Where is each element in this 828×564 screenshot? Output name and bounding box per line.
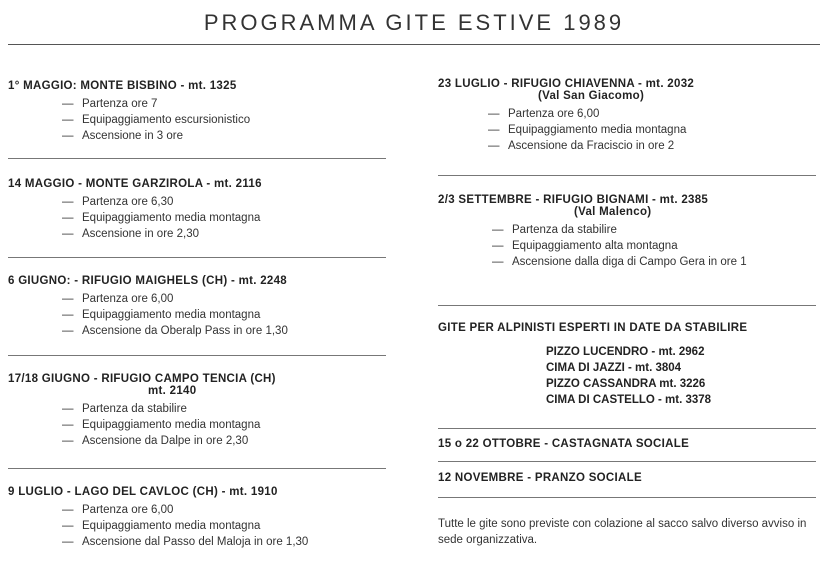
castagnata-entry: [438, 438, 816, 450]
trip-entry: [438, 78, 816, 154]
trip-details: [438, 106, 816, 154]
pranzo-heading: 12 NOVEMBRE - PRANZO SOCIALE: [438, 472, 642, 484]
trip-valley: (Val Malenco): [574, 206, 652, 218]
trip-valley: (Val San Giacomo): [538, 90, 645, 102]
trip-details: [8, 291, 386, 339]
trip-heading: 17/18 GIUGNO - RIFUGIO CAMPO TENCIA (CH): [8, 373, 276, 385]
trip-detail: — Equipaggiamento alta montagna: [492, 238, 816, 254]
note-text: Tutte le gite sono previste con colazione al sacco salvo diverso avviso in sede organizzativa.: [438, 518, 807, 546]
trip-detail: — Equipaggiamento media montagna: [62, 518, 386, 534]
divider: [8, 355, 386, 356]
divider: [438, 461, 816, 462]
trip-altitude: mt. 2140: [148, 385, 197, 397]
experts-heading: GITE PER ALPINISTI ESPERTI IN DATE DA STABILIRE: [438, 322, 748, 334]
trip-details: [8, 194, 386, 242]
castagnata-heading: 15 o 22 OTTOBRE - CASTAGNATA SOCIALE: [438, 438, 690, 450]
trip-heading: 23 LUGLIO - RIFUGIO CHIAVENNA - mt. 2032: [438, 78, 695, 90]
trip-details: [8, 401, 386, 449]
trip-heading: 2/3 SETTEMBRE - RIFUGIO BIGNAMI - mt. 2385: [438, 194, 709, 206]
peak-item: CIMA DI CASTELLO - mt. 3378: [546, 394, 712, 406]
page-title: PROGRAMMA GITE ESTIVE 1989: [203, 10, 625, 35]
note: [438, 516, 818, 548]
divider: [438, 428, 816, 429]
peak-item: PIZZO CASSANDRA mt. 3226: [546, 378, 706, 390]
title-divider: [8, 44, 820, 45]
trip-entry: [8, 80, 386, 144]
divider: [8, 468, 386, 469]
peaks-list: [438, 344, 816, 408]
peak-item: PIZZO LUCENDRO - mt. 2962: [546, 346, 705, 358]
trip-detail: — Equipaggiamento media montagna: [62, 307, 386, 323]
trip-detail: — Ascensione da Oberalp Pass in ore 1,30: [62, 323, 386, 339]
trip-details: [438, 222, 816, 270]
trip-heading: 6 GIUGNO: - RIFUGIO MAIGHELS (CH) - mt. 2248: [8, 275, 287, 287]
trip-detail: — Equipaggiamento media montagna: [488, 122, 816, 138]
pranzo-entry: [438, 472, 816, 484]
trip-detail: — Ascensione da Dalpe in ore 2,30: [62, 433, 386, 449]
trip-detail: — Partenza ore 6,00: [62, 502, 386, 518]
trip-detail: — Ascensione dal Passo del Maloja in ore 1,30: [62, 534, 386, 550]
trip-detail: — Partenza ore 7: [62, 96, 386, 112]
trip-entry: [8, 373, 386, 449]
trip-detail: — Equipaggiamento media montagna: [62, 417, 386, 433]
trip-entry: [8, 178, 386, 242]
trip-details: [8, 96, 386, 144]
trip-detail: — Equipaggiamento escursionistico: [62, 112, 386, 128]
trip-entry: [8, 486, 386, 550]
trip-detail: — Partenza ore 6,00: [488, 106, 816, 122]
divider: [438, 305, 816, 306]
trip-detail: — Ascensione dalla diga di Campo Gera in ore 1: [492, 254, 816, 270]
experts-section: [438, 322, 816, 408]
trip-detail: — Partenza da stabilire: [492, 222, 816, 238]
trip-detail: — Ascensione in ore 2,30: [62, 226, 386, 242]
peak-item: CIMA DI JAZZI - mt. 3804: [546, 362, 682, 374]
trip-detail: — Partenza ore 6,30: [62, 194, 386, 210]
divider: [8, 257, 386, 258]
trip-entry: [8, 275, 386, 339]
trip-entry: [438, 194, 816, 270]
divider: [438, 497, 816, 498]
trip-detail: — Partenza da stabilire: [62, 401, 386, 417]
divider: [438, 175, 816, 176]
trip-heading: 1° MAGGIO: MONTE BISBINO - mt. 1325: [8, 80, 237, 92]
trip-heading: 14 MAGGIO - MONTE GARZIROLA - mt. 2116: [8, 178, 262, 190]
trip-detail: — Equipaggiamento media montagna: [62, 210, 386, 226]
trip-detail: — Ascensione in 3 ore: [62, 128, 386, 144]
trip-detail: — Partenza ore 6,00: [62, 291, 386, 307]
trip-detail: — Ascensione da Fraciscio in ore 2: [488, 138, 816, 154]
divider: [8, 158, 386, 159]
trip-details: [8, 502, 386, 550]
trip-heading: 9 LUGLIO - LAGO DEL CAVLOC (CH) - mt. 1910: [8, 486, 278, 498]
